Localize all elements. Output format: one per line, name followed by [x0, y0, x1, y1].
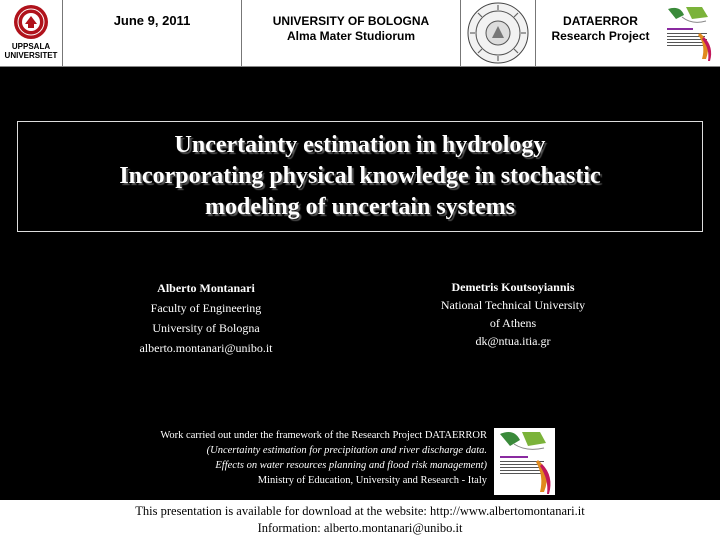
- header-bar: [0, 0, 720, 67]
- author-right-email: dk@ntua.itia.gr: [475, 334, 551, 348]
- bologna-cell: [242, 0, 460, 66]
- author-left-name: Alberto Montanari: [157, 281, 255, 295]
- author-right-affiliation-1: National Technical University: [440, 298, 586, 312]
- download-info-bar: [0, 500, 720, 540]
- project-subtitle: Research Project: [551, 29, 650, 43]
- project-cell: [536, 0, 720, 66]
- author-right: [413, 278, 613, 350]
- author-left-affiliation-1: Faculty of Engineering: [150, 301, 262, 315]
- dataerror-logo-small: [494, 428, 555, 495]
- author-left: [106, 278, 306, 358]
- bologna-seal: [461, 0, 535, 66]
- uppsala-logo: [0, 0, 62, 66]
- footnote-line-1: Work carried out under the framework of the Research Project DATAERROR: [160, 430, 487, 441]
- uppsala-name-line1: UPPSALA: [11, 42, 51, 51]
- uppsala-seal-icon: [13, 4, 49, 40]
- author-right-name: Demetris Koutsoyiannis: [451, 280, 575, 294]
- footnote-line-4: Ministry of Education, University and Research - Italy: [257, 475, 487, 486]
- footnote-line-2: (Uncertainty estimation for precipitation and river discharge data.: [206, 445, 487, 456]
- author-left-email: alberto.montanari@unibo.it: [139, 341, 273, 355]
- uppsala-name-line2: UNIVERSITET: [4, 51, 58, 60]
- bologna-motto: Alma Mater Studiorum: [286, 29, 415, 43]
- title-line-3: modeling of uncertain systems: [205, 194, 515, 220]
- dataerror-logo-icon: [662, 3, 716, 63]
- project-footnote: [27, 428, 487, 488]
- contact-info-line: Information: alberto.montanari@unibo.it: [257, 521, 463, 535]
- dataerror-logo-small-icon: [494, 428, 555, 495]
- title-box: [17, 121, 703, 232]
- presentation-date: June 9, 2011: [113, 13, 191, 28]
- download-info-line: This presentation is available for download at the website: http://www.albertomontanari.it: [135, 504, 585, 518]
- date-cell: [63, 0, 241, 66]
- bologna-seal-icon: [465, 2, 531, 64]
- footnote-line-3: Effects on water resources planning and flood risk management): [215, 460, 487, 471]
- title-line-1: Uncertainty estimation in hydrology: [174, 132, 546, 158]
- author-right-affiliation-2: of Athens: [489, 316, 537, 330]
- project-name: DATAERROR: [563, 14, 638, 28]
- title-line-2: Incorporating physical knowledge in stochastic: [119, 163, 601, 189]
- author-left-affiliation-2: University of Bologna: [152, 321, 260, 335]
- bologna-name: UNIVERSITY OF BOLOGNA: [272, 14, 430, 28]
